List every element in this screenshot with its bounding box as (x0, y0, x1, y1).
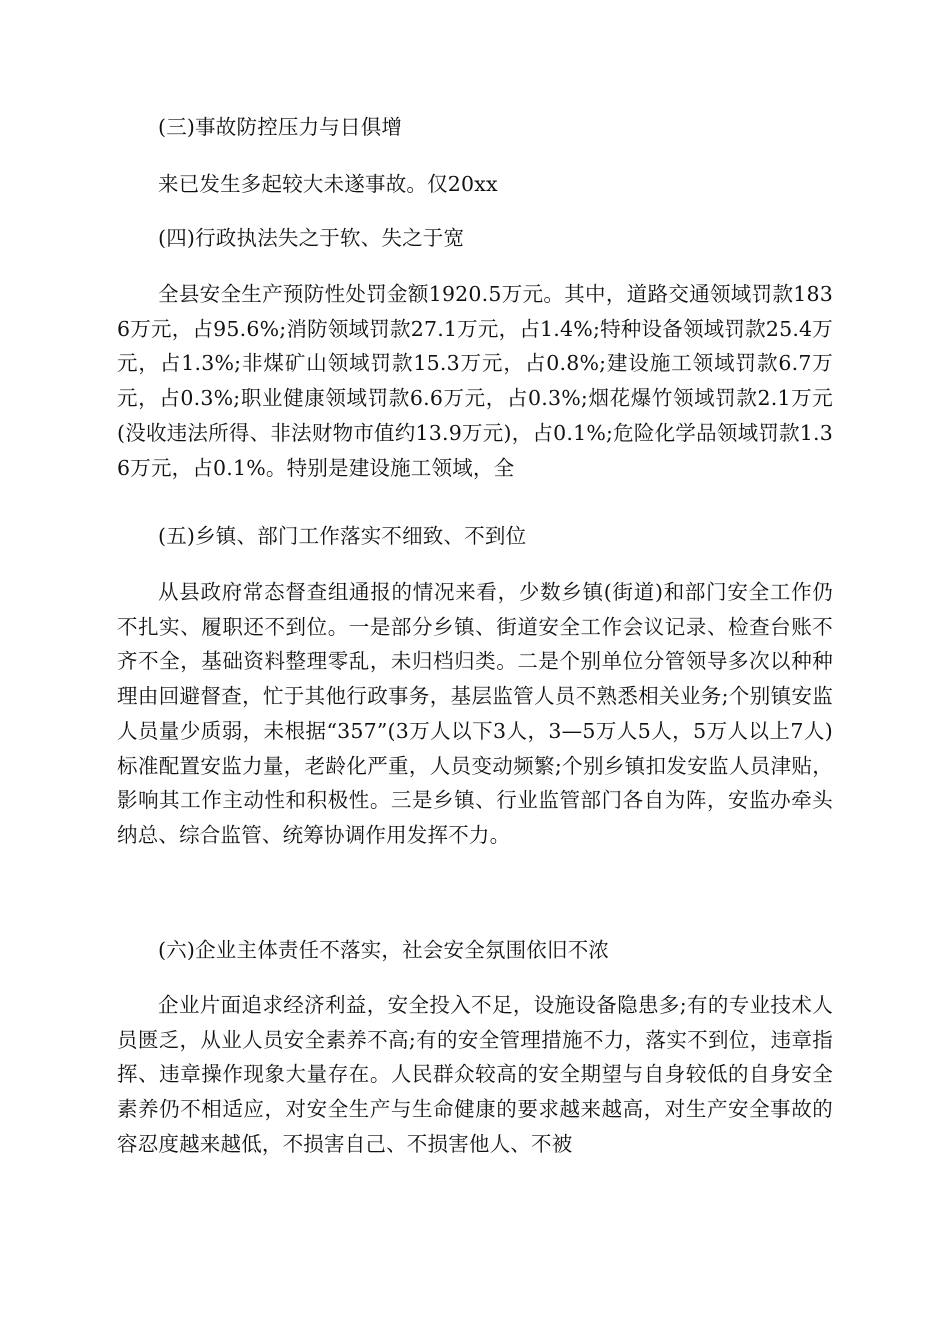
paragraph-5: 从县政府常态督查组通报的情况来看，少数乡镇(街道)和部门安全工作仍不扎实、履职还不到位。一是部分乡镇、街道安全工作会议记录、检查台账不齐不全，基础资料整理零乱，未归档归类。二是个别单位分管领导多次以种种理由回避督查，忙于其他行政事务，基层监管人员不熟悉相关业务;个别镇安监人员量少质弱，未根据“357”(3万人以下3人，3—5万人5人，5万人以上7人)标准配置安监力量，老龄化严重，人员变动频繁;个别乡镇扣发安监人员津贴，影响其工作主动性和积极性。三是乡镇、行业监管部门各自为阵，安监办牵头纳总、综合监管、统筹协调作用发挥不力。 (117, 580, 833, 847)
section-heading-5: (五)乡镇、部门工作落实不细致、不到位 (158, 524, 527, 548)
paragraph-6: 企业片面追求经济利益，安全投入不足，设施设备隐患多;有的专业技术人员匮乏，从业人员安全素养不高;有的安全管理措施不力，落实不到位，违章指挥、违章操作现象大量存在。人民群众较高的安全期望与自身较低的自身安全素养仍不相适应，对安全生产与生命健康的要求越来越高，对生产安全事故的容忍度越来越低，不损害自己、不损害他人、不被 (117, 993, 833, 1156)
paragraph-3: 来已发生多起较大未遂事故。仅20xx (158, 172, 498, 196)
section-heading-6: (六)企业主体责任不落实，社会安全氛围依旧不浓 (158, 938, 610, 962)
paragraph-4: 全县安全生产预防性处罚金额1920.5万元。其中，道路交通领域罚款1836万元，占95.6%;消防领域罚款27.1万元，占1.4%;特种设备领域罚款25.4万元，占1.3%;非煤矿山领域罚款15.3万元，占0.8%;建设施工领域罚款6.7万元，占0.3%;职业健康领域罚款6.6万元，占0.3%;烟花爆竹领域罚款2.1万元(没收违法所得、非法财物市值约13.9万元)，占0.1%;危险化学品领域罚款1.36万元，占0.1%。特别是建设施工领域，全 (117, 282, 833, 480)
section-heading-4: (四)行政执法失之于软、失之于宽 (158, 226, 465, 250)
section-heading-3: (三)事故防控压力与日俱增 (158, 115, 403, 139)
